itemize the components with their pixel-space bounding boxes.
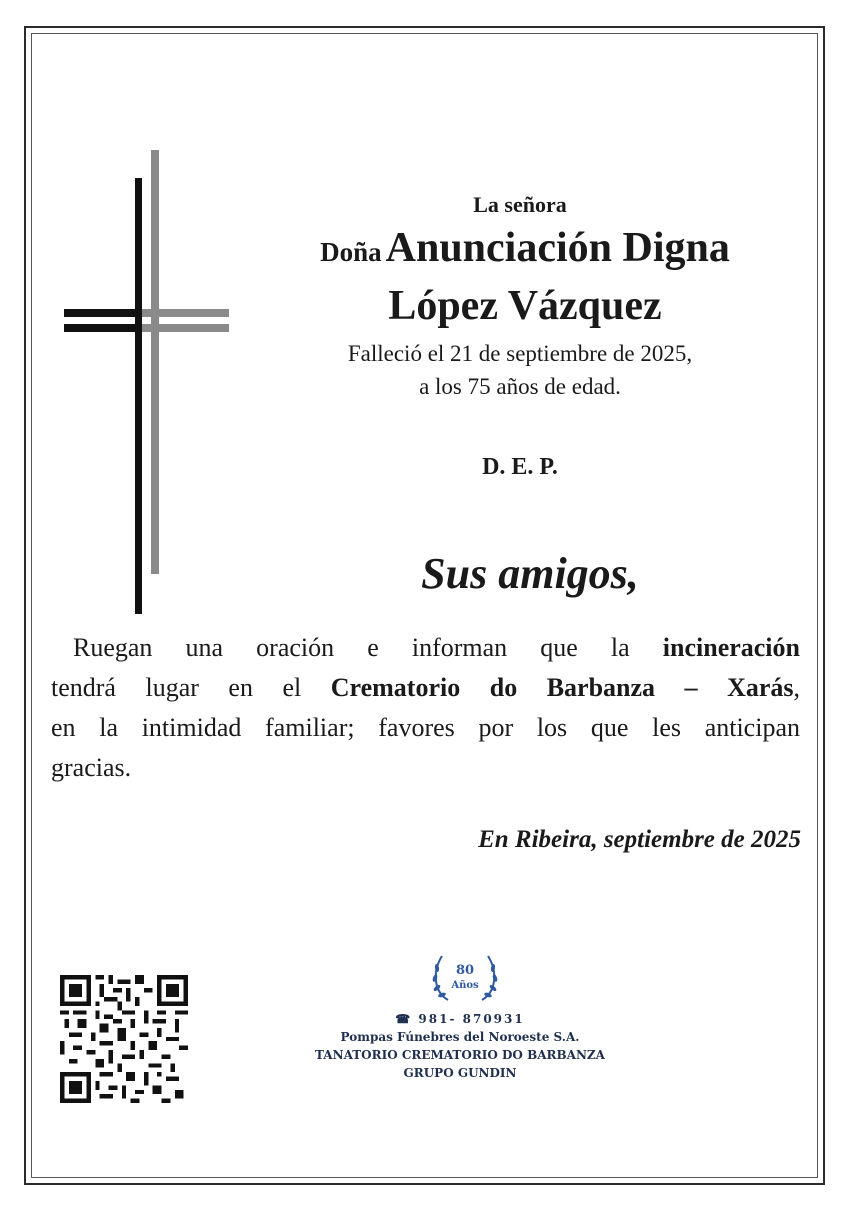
death-date: Falleció el 21 de septiembre de 2025, bbox=[347, 341, 693, 366]
phone-icon: ☎ bbox=[395, 1012, 413, 1026]
logo-number: 80 bbox=[455, 963, 475, 978]
age-at-death: a los 75 años de edad. bbox=[419, 374, 621, 399]
text: tendrá lugar en el bbox=[51, 673, 331, 702]
announcement-paragraph bbox=[51, 628, 800, 788]
emphasis-crematorio: Crematorio do Barbanza – Xarás bbox=[330, 673, 794, 702]
place-and-date: En Ribeira, septiembre de 2025 bbox=[478, 826, 801, 853]
paragraph-line-1 bbox=[51, 628, 800, 668]
text: , bbox=[793, 673, 801, 702]
qr-code[interactable] bbox=[60, 975, 188, 1103]
group-name: GRUPO GUNDIN bbox=[403, 1066, 517, 1080]
deceased-name-line1 bbox=[230, 224, 820, 272]
dep-abbreviation: D. E. P. bbox=[482, 454, 558, 480]
first-names: Anunciación Digna bbox=[385, 225, 730, 271]
paragraph-line-4: gracias. bbox=[51, 753, 132, 782]
cross-icon bbox=[60, 150, 235, 615]
80-anos-laurel-logo bbox=[428, 946, 502, 1008]
emphasis-incineracion: incineración bbox=[662, 633, 800, 662]
paragraph-line-3: en la intimidad familiar; favores por los que les anticipan bbox=[51, 713, 800, 742]
title-la-senora: La señora bbox=[473, 192, 567, 217]
phone-number[interactable] bbox=[280, 1012, 640, 1026]
deceased-name-line2: López Vázquez bbox=[388, 283, 662, 329]
paragraph-line-2 bbox=[51, 668, 800, 708]
text: Ruegan una oración e informan que la bbox=[73, 633, 663, 662]
honorific: Doña bbox=[320, 237, 382, 267]
phone-text: 981- 870931 bbox=[418, 1012, 525, 1026]
logo-word: Años bbox=[451, 980, 479, 991]
company-name: Pompas Fúnebres del Noroeste S.A. bbox=[340, 1030, 580, 1044]
tanatorio-name: TANATORIO CREMATORIO DO BARBANZA bbox=[315, 1048, 605, 1062]
signers: Sus amigos, bbox=[421, 549, 639, 598]
